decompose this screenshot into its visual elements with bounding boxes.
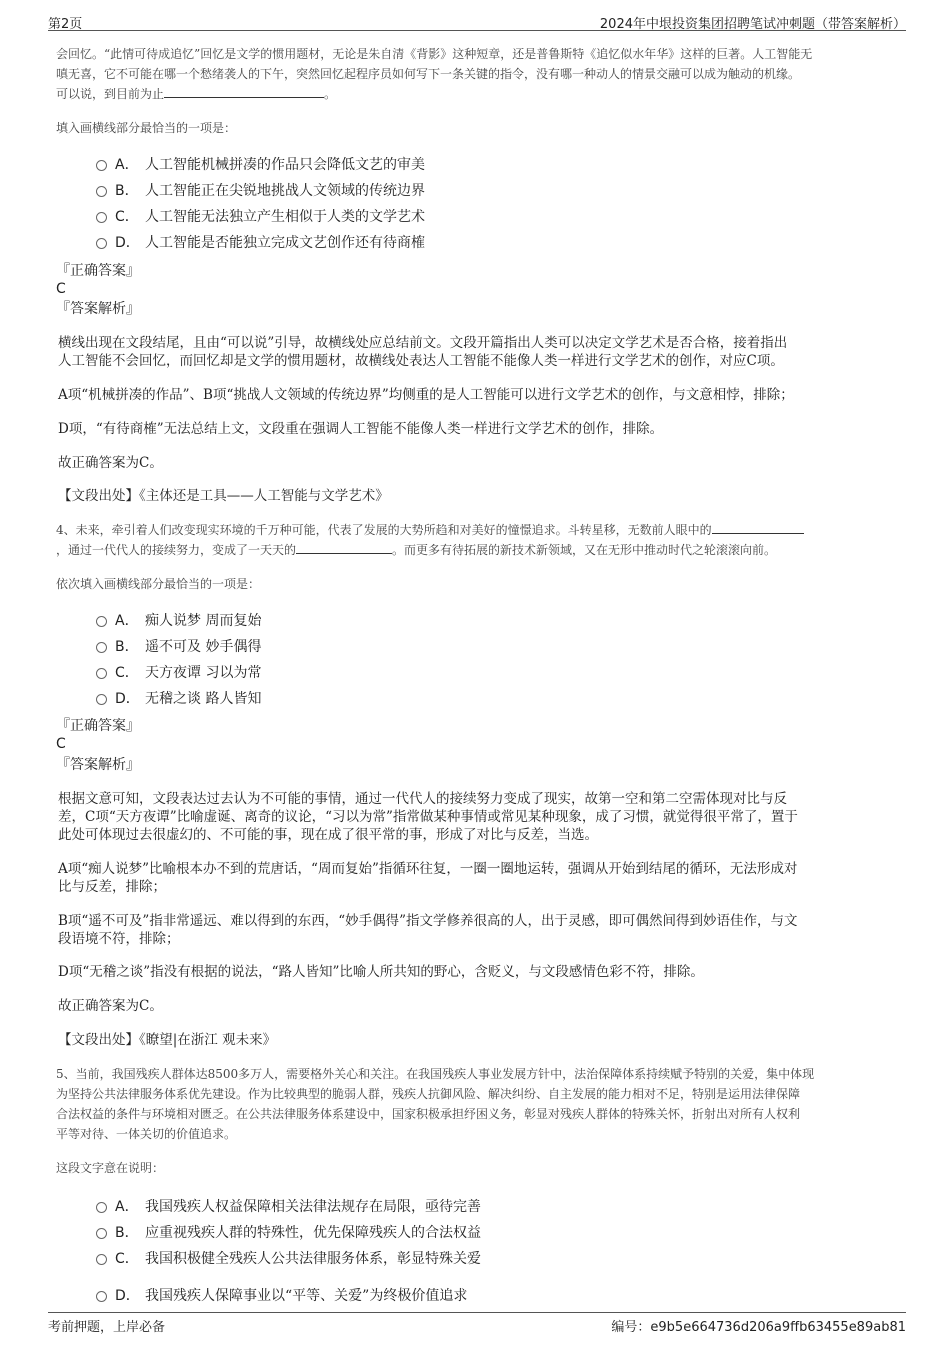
q4-blank-2	[296, 541, 392, 554]
q4-analysis-para: D项“无稽之谈”指没有根据的说法，“路人皆知”比喻人所共知的野心，含贬义，与文段感情色彩不符，排除。	[58, 964, 704, 980]
radio-icon[interactable]	[96, 616, 107, 627]
q4-option-b[interactable]: B． 遥不可及 妙手偶得	[96, 636, 261, 656]
q4-answer-label: 『正确答案』	[56, 718, 140, 734]
radio-icon[interactable]	[96, 1291, 107, 1302]
q4-prompt: 依次填入画横线部分最恰当的一项是：	[56, 577, 261, 591]
document-title: 2024年中垠投资集团招聘笔试冲刺题（带答案解析）	[599, 17, 906, 32]
q3-source: 【文段出处】《主体还是工具——人工智能与文学艺术》	[58, 488, 389, 504]
radio-icon[interactable]	[96, 1254, 107, 1265]
q4-stem: 4、未来，牵引着人们改变现实环境的千万种可能，代表了发展的大势所趋和对美好的憧憬追求。斗转星移，无数前人眼中的 ，通过一代代人的接续努力，变成了一天天的 。而更多有待拓展的新技术新领域，又在无形中推动时代之轮滚滚向前。	[56, 520, 906, 560]
document-code: 编号：e9b5e664736d206a9ffb63455e89ab81	[611, 1320, 906, 1335]
radio-icon[interactable]	[96, 238, 107, 249]
radio-icon[interactable]	[96, 160, 107, 171]
q5-option-d[interactable]: D． 我国残疾人保障事业以“平等、关爱”为终极价值追求	[96, 1285, 467, 1305]
q3-option-d[interactable]: D． 人工智能是否能独立完成文艺创作还有待商榷	[96, 232, 425, 252]
q3-analysis-para: D项，“有待商榷”无法总结上文，文段重在强调人工智能不能像人类一样进行文学艺术的创作，排除。	[58, 421, 664, 437]
page-number: 第2页	[48, 17, 83, 32]
q5-option-b[interactable]: B． 应重视残疾人群的特殊性，优先保障残疾人的合法权益	[96, 1222, 481, 1242]
q4-option-a[interactable]: A． 痴人说梦 周而复始	[96, 610, 261, 630]
q5-stem: 5、当前，我国残疾人群体达8500多万人，需要格外关心和关注。在我国残疾人事业发展方针中，法治保障体系持续赋予特别的关爱，集中体现 为坚持公共法律服务体系优先建设。作为比较典型的脆弱人群，残疾人抗御风险、解决纠纷、自主发展的能力相对不足，特别是运用法律保障 合法权益的条件与环境相对匮乏。在公共法律服务体系建设中，国家积极承担纾困义务，彰显对残疾人群体的特殊关怀，折射出对所有人权利 平等对待、一体关切的价值追求。	[56, 1067, 815, 1141]
radio-icon[interactable]	[96, 642, 107, 653]
q3-passage	[56, 44, 906, 104]
page-header	[48, 10, 906, 31]
q3-analysis-para: 横线出现在文段结尾，且由“可以说”引导，故横线处应总结前文。文段开篇指出人类可以决定文学艺术是否合格，接着指出 人工智能不会回忆，而回忆却是文学的惯用题材，故横线处表达人工智能不能像人类一样进行文学艺术的创作，对应C项。	[58, 335, 788, 369]
page-footer	[48, 1312, 906, 1333]
radio-icon[interactable]	[96, 668, 107, 679]
q4-option-c[interactable]: C． 天方夜谭 习以为常	[96, 662, 261, 682]
q3-prompt: 填入画横线部分最恰当的一项是：	[56, 121, 237, 135]
radio-icon[interactable]	[96, 1228, 107, 1239]
q3-analysis-para: A项“机械拼凑的作品”、B项“挑战人文领域的传统边界”均侧重的是人工智能可以进行文学艺术的创作，与文意相悖，排除；	[58, 387, 794, 403]
q3-analysis-conclusion: 故正确答案为C。	[58, 455, 163, 471]
q5-prompt: 这段文字意在说明：	[56, 1161, 165, 1175]
q4-analysis-para: B项“遥不可及”指非常遥远、难以得到的东西，“妙手偶得”指文学修养很高的人，出于灵感，即可偶然间得到妙语佳作，与文 段语境不符，排除；	[58, 913, 798, 947]
footer-slogan: 考前押题，上岸必备	[48, 1320, 166, 1335]
q3-answer: C	[56, 281, 66, 297]
q3-passage-line: 会回忆。“此情可待成追忆”回忆是文学的惯用题材，无论是朱自清《背影》这种短章，还是普鲁斯特《追忆似水年华》这样的巨著。人工智能无	[56, 47, 813, 61]
q4-blank-1	[712, 521, 804, 534]
q4-source: 【文段出处】《瞭望|在浙江 观未来》	[58, 1032, 277, 1048]
q4-answer: C	[56, 736, 66, 752]
radio-icon[interactable]	[96, 186, 107, 197]
q3-answer-label: 『正确答案』	[56, 263, 140, 279]
radio-icon[interactable]	[96, 694, 107, 705]
q3-analysis-label: 『答案解析』	[56, 301, 140, 317]
q4-analysis-conclusion: 故正确答案为C。	[58, 998, 163, 1014]
q3-option-a[interactable]: A． 人工智能机械拼凑的作品只会降低文艺的审美	[96, 154, 425, 174]
q5-option-c[interactable]: C． 我国积极健全残疾人公共法律服务体系，彰显特殊关爱	[96, 1248, 481, 1268]
q3-blank	[164, 85, 324, 98]
q4-analysis-label: 『答案解析』	[56, 757, 140, 773]
q3-option-b[interactable]: B． 人工智能正在尖锐地挑战人文领域的传统边界	[96, 180, 425, 200]
radio-icon[interactable]	[96, 212, 107, 223]
radio-icon[interactable]	[96, 1202, 107, 1213]
q5-option-a[interactable]: A． 我国残疾人权益保障相关法律法规存在局限，亟待完善	[96, 1196, 481, 1216]
q4-analysis-para: 根据文意可知，文段表达过去认为不可能的事情，通过一代代人的接续努力变成了现实，故第一空和第二空需体现对比与反 差，C项“天方夜谭”比喻虚诞、离奇的议论，“习以为常”指常做某种事情或常见某种现象，成了习惯，就觉得很平常了，置于 此处可体现过去很虚幻的、不可能的事，现在成了很平常的事，形成了对比与反差，当选。	[58, 791, 798, 843]
q4-option-d[interactable]: D． 无稽之谈 路人皆知	[96, 688, 261, 708]
q3-passage-line: 可以说，到目前为止 。	[56, 87, 337, 101]
q3-option-c[interactable]: C． 人工智能无法独立产生相似于人类的文学艺术	[96, 206, 425, 226]
q4-analysis-para: A项“痴人说梦”比喻根本办不到的荒唐话，“周而复始”指循环往复，一圈一圈地运转，强调从开始到结尾的循环，无法形成对 比与反差，排除；	[58, 861, 798, 895]
q3-passage-line: 嗔无喜，它不可能在哪一个愁绪袭人的下午，突然回忆起程序员如何写下一条关键的指令，没有哪一种动人的情景交融可以成为触动的机缘。	[56, 67, 801, 81]
